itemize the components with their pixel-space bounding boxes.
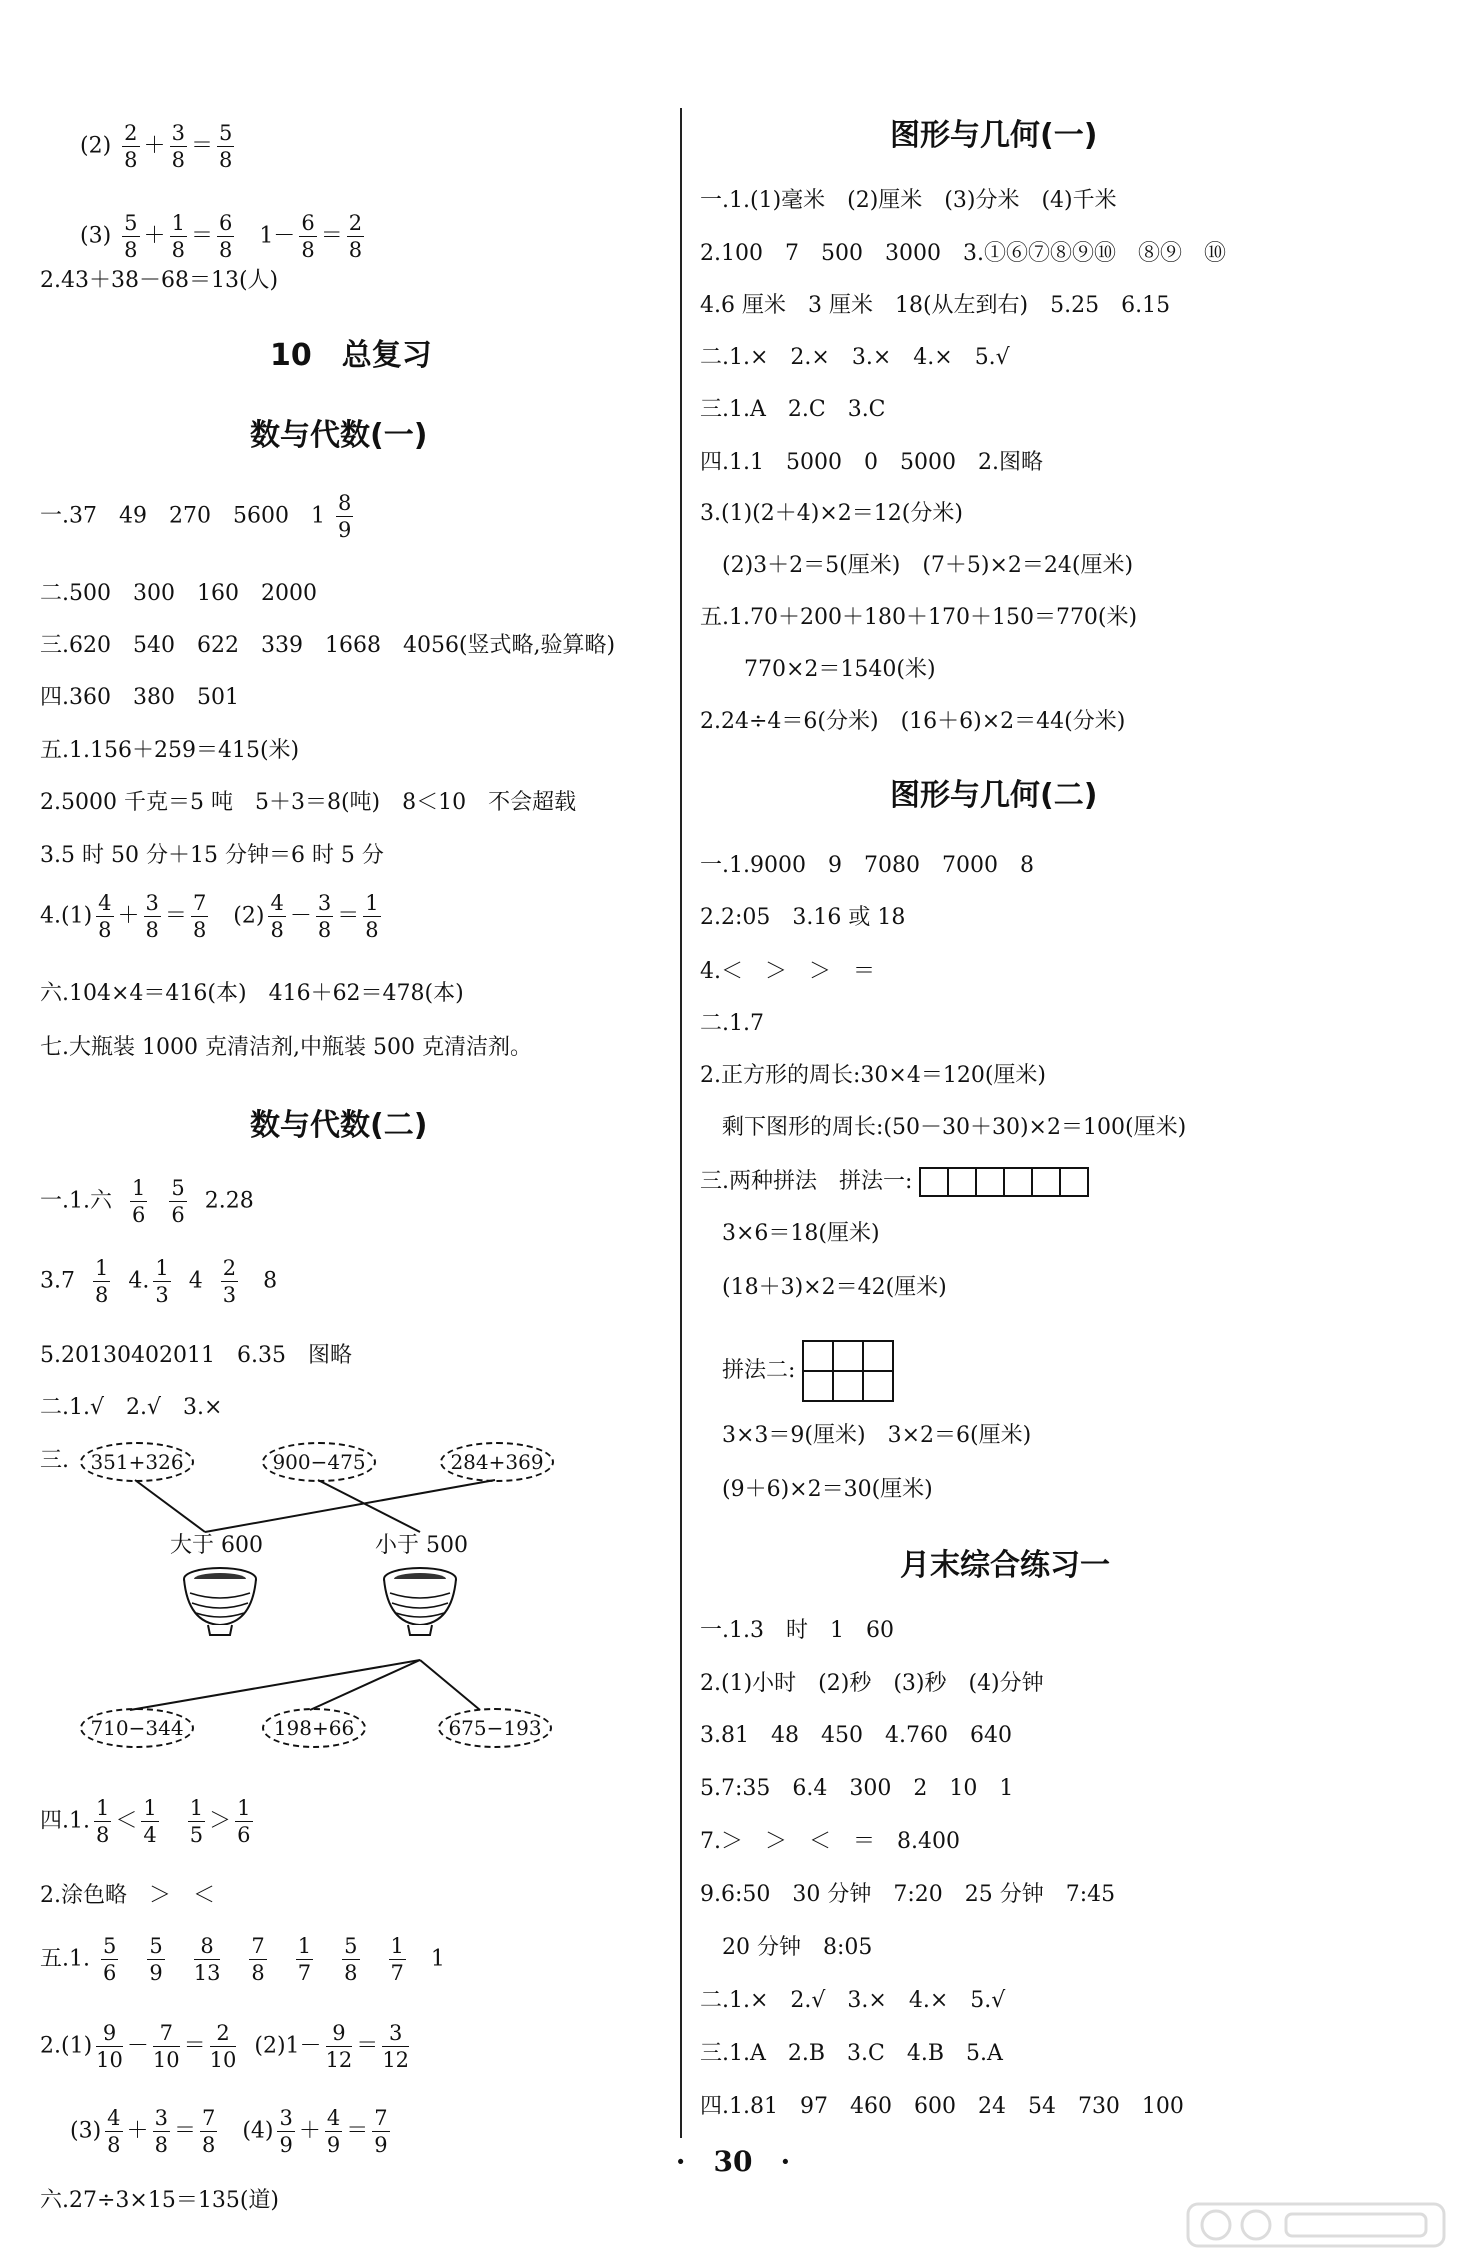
- answer-line: 一.37 49 270 5600 1 $\frac{8}{9}$: [40, 491, 352, 542]
- answer-line: 7.＞ ＞ ＜ ＝ 8.400: [700, 1829, 960, 1854]
- fraction: $\frac{2}{10}$: [209, 2021, 237, 2072]
- fraction: $\frac{2}{8}$: [348, 211, 363, 262]
- answer-line: 2.43＋38－68＝13(人): [40, 268, 279, 293]
- fraction: $\frac{7}{8}$: [251, 1934, 265, 1985]
- fraction: $\frac{3}{8}$: [171, 121, 185, 172]
- page-number: · 30 ·: [675, 2145, 791, 2178]
- answer-line: 剩下图形的周长:(50－30＋30)×2＝100(厘米): [700, 1115, 1187, 1140]
- answer-line: 三.两种拼法 拼法一:: [700, 1166, 1089, 1198]
- answer-line: (3) $\frac{4}{8}$ ＋ $\frac{3}{8}$ ＝ $\frac{7}{8}$ (4) $\frac{3}{9}$ ＋ $\frac{4}{9}$ ＝ $\frac{7}{9}$: [70, 2106, 388, 2157]
- bowl-icon: [180, 1565, 260, 1640]
- fraction: $\frac{5}{8}$: [344, 1934, 358, 1985]
- fraction: $\frac{1}{8}$: [365, 891, 379, 942]
- fraction: $\frac{9}{12}$: [325, 2021, 353, 2072]
- expression-oval: 198+66: [262, 1708, 366, 1748]
- watermark-logo: [1186, 2200, 1446, 2250]
- fraction: $\frac{7}{8}$: [201, 2106, 216, 2157]
- fraction: $\frac{8}{13}$: [193, 1934, 221, 1985]
- fraction: $\frac{3}{8}$: [317, 891, 332, 942]
- answer-line: 四.1. $\frac{1}{8}$ ＜ $\frac{1}{4}$ $\frac{1}{5}$ ＞ $\frac{1}{6}$: [40, 1796, 251, 1847]
- fraction: $\frac{6}{8}$: [301, 211, 315, 262]
- answer-line: (18＋3)×2＝42(厘米): [700, 1275, 947, 1300]
- answer-line: 五.1. $\frac{5}{6}$ $\frac{5}{9}$ $\frac{8}{13}$ $\frac{7}{8}$ $\frac{1}{7}$ $\frac{5}{8}$ $\frac{1}{7}$ 1: [40, 1934, 445, 1985]
- answer-line: 2.(1)小时 (2)秒 (3)秒 (4)分钟: [700, 1671, 1044, 1696]
- expression-oval: 710−344: [80, 1708, 194, 1748]
- subsection-title: 数与代数(一): [250, 418, 428, 453]
- answer-line: 3.(1)(2＋4)×2＝12(分米): [700, 501, 963, 526]
- subsection-title: 图形与几何(二): [890, 778, 1098, 813]
- answer-line: 3×6＝18(厘米): [700, 1221, 880, 1246]
- fraction: $\frac{1}{5}$: [189, 1796, 204, 1847]
- fraction: $\frac{1}{6}$: [131, 1176, 146, 1227]
- answer-line: 二.500 300 160 2000: [40, 581, 317, 606]
- answer-line: 3×3＝9(厘米) 3×2＝6(厘米): [700, 1423, 1032, 1448]
- fraction: $\frac{1}{3}$: [155, 1256, 169, 1307]
- answer-line: 二.1.× 2.× 3.× 4.× 5.√: [700, 345, 1010, 370]
- answer-line: 三.: [40, 1448, 69, 1473]
- answer-line: 5.7:35 6.4 300 2 10 1: [700, 1776, 1014, 1801]
- answer-line: 2.24÷4＝6(分米) (16＋6)×2＝44(分米): [700, 709, 1126, 734]
- answer-line: 五.1.156＋259＝415(米): [40, 738, 300, 763]
- fraction: $\frac{1}{6}$: [237, 1796, 251, 1847]
- match-line: [420, 1660, 480, 1710]
- answer-line: 3.7 $\frac{1}{8}$ 4. $\frac{1}{3}$ 4 $\frac{2}{3}$ 8: [40, 1256, 278, 1307]
- answer-line: 四.1.81 97 460 600 24 54 730 100: [700, 2094, 1184, 2119]
- answer-line: 七.大瓶装 1000 克清洁剂,中瓶装 500 克清洁剂。: [40, 1035, 532, 1060]
- answer-line: (3) $\frac{5}{8}$ ＋ $\frac{1}{8}$ ＝ $\frac{6}{8}$ 1－ $\frac{6}{8}$ ＝ $\frac{2}{8}$: [80, 211, 363, 262]
- answer-line: 四.1.1 5000 0 5000 2.图略: [700, 450, 1043, 475]
- answer-line: 五.1.70＋200＋180＋170＋150＝770(米): [700, 605, 1138, 630]
- answer-line: 5.20130402011 6.35 图略: [40, 1343, 352, 1368]
- fraction: $\frac{8}{9}$: [337, 491, 352, 542]
- answer-line: 三.620 540 622 339 1668 4056(竖式略,验算略): [40, 633, 616, 658]
- answer-line: 一.1.六 $\frac{1}{6}$ $\frac{5}{6}$ 2.28: [40, 1176, 254, 1227]
- fraction: $\frac{5}{9}$: [149, 1934, 163, 1985]
- answer-line: 六.104×4＝416(本) 416＋62＝478(本): [40, 981, 464, 1006]
- grid-figure-2x3: [802, 1340, 894, 1402]
- fraction: $\frac{5}{8}$: [218, 121, 233, 172]
- bowl-icon: [380, 1565, 460, 1640]
- answer-line: 二.1.× 2.√ 3.× 4.× 5.√: [700, 1988, 1006, 2013]
- answer-line: 3.81 48 450 4.760 640: [700, 1723, 1012, 1748]
- fraction: $\frac{4}{8}$: [98, 891, 112, 942]
- fraction: $\frac{1}{7}$: [297, 1934, 312, 1985]
- answer-line: 2.100 7 500 3000 3.①⑥⑦⑧⑨⑩ ⑧⑨ ⑩: [700, 241, 1226, 266]
- match-line: [135, 1480, 205, 1532]
- answer-line: 9.6:50 30 分钟 7:20 25 分钟 7:45: [700, 1882, 1116, 1907]
- answer-line: 四.360 380 501: [40, 685, 239, 710]
- answer-line: 二.1.7: [700, 1011, 764, 1036]
- fraction: $\frac{7}{10}$: [152, 2021, 180, 2072]
- fraction: $\frac{2}{3}$: [222, 1256, 237, 1307]
- answer-line: 4.6 厘米 3 厘米 18(从左到右) 5.25 6.15: [700, 293, 1171, 318]
- expression-oval: 284+369: [440, 1442, 554, 1482]
- match-line: [310, 1660, 420, 1710]
- section-title: 10 总复习: [270, 338, 432, 373]
- fraction: $\frac{3}{8}$: [154, 2106, 168, 2157]
- fraction: $\frac{5}{8}$: [124, 211, 138, 262]
- answer-line: 三.1.A 2.B 3.C 4.B 5.A: [700, 2041, 1003, 2066]
- answer-line: (9＋6)×2＝30(厘米): [700, 1477, 933, 1502]
- answer-line: 4.(1) $\frac{4}{8}$ ＋ $\frac{3}{8}$ ＝ $\frac{7}{8}$ (2) $\frac{4}{8}$ － $\frac{3}{8}$ ＝ $\frac{1}{8}$: [40, 891, 379, 942]
- answer-line: 一.1.9000 9 7080 7000 8: [700, 853, 1034, 878]
- fraction: $\frac{4}{8}$: [107, 2106, 121, 2157]
- bowl-label: 小于 500: [375, 1533, 468, 1558]
- answer-line: 拼法二:: [700, 1340, 894, 1402]
- answer-line: (2)3＋2＝5(厘米) (7＋5)×2＝24(厘米): [700, 553, 1134, 578]
- fraction: $\frac{1}{4}$: [143, 1796, 157, 1847]
- fraction: $\frac{3}{12}$: [382, 2021, 410, 2072]
- expression-oval: 675−193: [438, 1708, 552, 1748]
- bowl-label: 大于 600: [170, 1533, 263, 1558]
- answer-line: 2.(1) $\frac{9}{10}$ － $\frac{7}{10}$ ＝ $\frac{2}{10}$ (2)1－ $\frac{9}{12}$ ＝ $\frac{3}{12}$: [40, 2021, 410, 2072]
- fraction: $\frac{4}{8}$: [270, 891, 284, 942]
- fraction: $\frac{3}{9}$: [279, 2106, 293, 2157]
- fraction: $\frac{7}{8}$: [192, 891, 207, 942]
- expression-oval: 351+326: [80, 1442, 194, 1482]
- subsection-title: 数与代数(二): [250, 1108, 428, 1143]
- fraction: $\frac{4}{9}$: [326, 2106, 341, 2157]
- fraction: $\frac{2}{8}$: [124, 121, 138, 172]
- fraction: $\frac{1}{8}$: [95, 1796, 110, 1847]
- answer-line: 一.1.(1)毫米 (2)厘米 (3)分米 (4)千米: [700, 188, 1117, 213]
- answer-line: 770×2＝1540(米): [700, 657, 936, 682]
- fraction: $\frac{3}{8}$: [145, 891, 159, 942]
- expression-oval: 900−475: [262, 1442, 376, 1482]
- answer-line: 2.5000 千克＝5 吨 5＋3＝8(吨) 8＜10 不会超载: [40, 790, 577, 815]
- fraction: $\frac{5}{6}$: [102, 1934, 117, 1985]
- answer-line: 3.5 时 50 分＋15 分钟＝6 时 5 分: [40, 843, 384, 868]
- match-line: [130, 1660, 420, 1710]
- answer-line: (2) $\frac{2}{8}$ ＋ $\frac{3}{8}$ ＝ $\frac{5}{8}$: [80, 121, 233, 172]
- match-line: [318, 1480, 420, 1532]
- answer-line: 2.2:05 3.16 或 18: [700, 905, 906, 930]
- fraction: $\frac{6}{8}$: [218, 211, 233, 262]
- subsection-title: 月末综合练习一: [900, 1548, 1110, 1583]
- answer-line: 六.27÷3×15＝135(道): [40, 2188, 280, 2213]
- answer-line: 一.1.3 时 1 60: [700, 1618, 894, 1643]
- answer-line: 20 分钟 8:05: [700, 1935, 873, 1960]
- fraction: $\frac{5}{6}$: [171, 1176, 185, 1227]
- match-line: [205, 1480, 495, 1532]
- answer-line: 二.1.√ 2.√ 3.×: [40, 1395, 223, 1420]
- answer-line: 三.1.A 2.C 3.C: [700, 397, 886, 422]
- fraction: $\frac{1}{8}$: [95, 1256, 109, 1307]
- column-divider: [680, 108, 682, 2138]
- fraction: $\frac{7}{9}$: [374, 2106, 388, 2157]
- fraction: $\frac{1}{8}$: [171, 211, 185, 262]
- grid-figure-1x6: [919, 1167, 1089, 1197]
- answer-line: 2.涂色略 ＞ ＜: [40, 1883, 215, 1908]
- fraction: $\frac{1}{7}$: [390, 1934, 404, 1985]
- answer-line: 2.正方形的周长:30×4＝120(厘米): [700, 1063, 1046, 1088]
- subsection-title: 图形与几何(一): [890, 118, 1098, 153]
- answer-line: 4.＜ ＞ ＞ ＝: [700, 959, 875, 984]
- fraction: $\frac{9}{10}$: [96, 2021, 123, 2072]
